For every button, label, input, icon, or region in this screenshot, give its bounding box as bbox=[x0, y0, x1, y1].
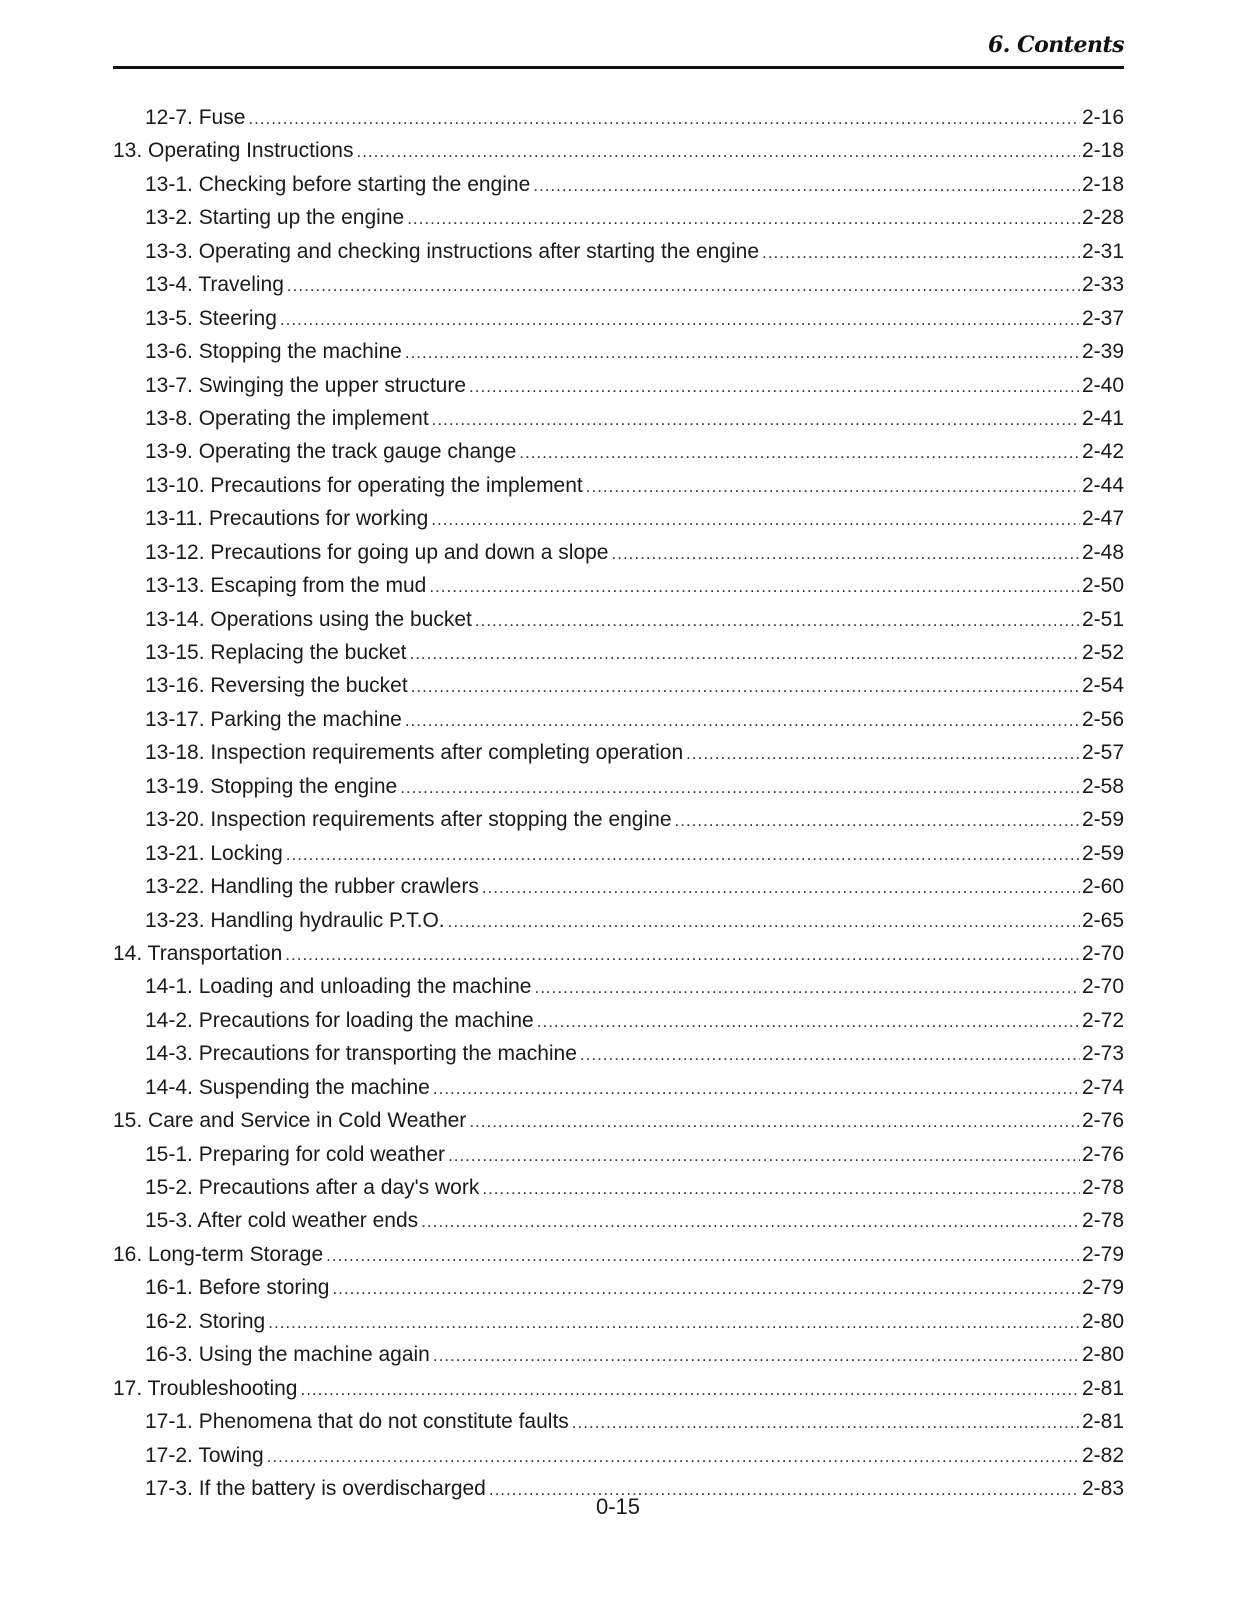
toc-entry-page: 2-18 bbox=[1081, 139, 1124, 163]
toc-entry-label: 14. Transportation bbox=[113, 941, 283, 965]
toc-entry-label: 13-21. Locking bbox=[145, 841, 283, 865]
toc-entry-page: 2-57 bbox=[1081, 741, 1124, 765]
toc-entry-label: 13-18. Inspection requirements after completing operation bbox=[145, 741, 684, 765]
toc-entry-page: 2-78 bbox=[1081, 1176, 1124, 1199]
toc-entry-page: 2-52 bbox=[1081, 641, 1124, 664]
dot-leader bbox=[267, 1440, 1080, 1473]
toc-entry-label: 14-1. Loading and unloading the machine bbox=[145, 975, 532, 999]
toc-entry[interactable] bbox=[113, 1238, 1124, 1271]
toc-entry-label: 13-17. Parking the machine bbox=[145, 707, 402, 731]
dot-leader bbox=[448, 1139, 1080, 1172]
toc-entry-page: 2-83 bbox=[1081, 1476, 1124, 1500]
toc-entry-label: 14-2. Precautions for loading the machine bbox=[145, 1008, 534, 1032]
toc-entry-page: 2-54 bbox=[1081, 674, 1124, 698]
toc-entry-label: 16. Long-term Storage bbox=[113, 1242, 324, 1266]
toc-entry-label: 13-23. Handling hydraulic P.T.O. bbox=[145, 908, 445, 932]
toc-entry[interactable] bbox=[113, 1071, 1124, 1104]
toc-entry-label: 15-2. Precautions after a day's work bbox=[145, 1176, 480, 1199]
toc-entry-label: 12-7. Fuse bbox=[145, 106, 246, 129]
toc-entry-page: 2-82 bbox=[1081, 1443, 1124, 1467]
toc-entry[interactable] bbox=[113, 101, 1124, 134]
toc-entry-label: 15-1. Preparing for cold weather bbox=[145, 1142, 445, 1166]
toc-entry[interactable] bbox=[113, 168, 1124, 201]
dot-leader bbox=[433, 1339, 1080, 1372]
toc-entry-label: 13-22. Handling the rubber crawlers bbox=[145, 875, 479, 899]
dot-leader bbox=[448, 905, 1080, 938]
toc-entry[interactable] bbox=[113, 770, 1124, 803]
toc-entry[interactable] bbox=[113, 1439, 1124, 1472]
toc-entry-label: 13-15. Replacing the bucket bbox=[145, 641, 407, 664]
dot-leader bbox=[469, 370, 1080, 403]
toc-entry[interactable] bbox=[113, 302, 1124, 335]
dot-leader bbox=[432, 403, 1080, 436]
toc-entry[interactable] bbox=[113, 837, 1124, 870]
toc-entry-page: 2-37 bbox=[1081, 306, 1124, 330]
toc-entry-page: 2-59 bbox=[1081, 808, 1124, 832]
dot-leader bbox=[248, 102, 1080, 135]
toc-entry-page: 2-70 bbox=[1081, 975, 1124, 999]
toc-entry-page: 2-42 bbox=[1081, 440, 1124, 464]
toc-entry[interactable] bbox=[113, 803, 1124, 836]
toc-entry-label: 17-2. Towing bbox=[145, 1443, 264, 1467]
toc-entry[interactable] bbox=[113, 970, 1124, 1003]
dot-leader bbox=[287, 269, 1080, 302]
toc-entry[interactable] bbox=[113, 669, 1124, 702]
toc-entry-page: 2-44 bbox=[1081, 473, 1124, 497]
toc-entry[interactable] bbox=[113, 536, 1124, 569]
dot-leader bbox=[431, 503, 1080, 536]
dot-leader bbox=[268, 1306, 1080, 1339]
dot-leader bbox=[482, 1172, 1080, 1205]
toc-entry-page: 2-31 bbox=[1081, 239, 1124, 263]
dot-leader bbox=[572, 1406, 1080, 1439]
toc-entry[interactable] bbox=[113, 569, 1124, 602]
dot-leader bbox=[762, 236, 1080, 269]
dot-leader bbox=[429, 570, 1080, 603]
toc-entry-label: 14-4. Suspending the machine bbox=[145, 1075, 430, 1099]
toc-entry[interactable] bbox=[113, 937, 1124, 970]
dot-leader bbox=[612, 537, 1080, 570]
toc-entry-page: 2-40 bbox=[1081, 373, 1124, 397]
dot-leader bbox=[285, 938, 1080, 971]
dot-leader bbox=[400, 771, 1080, 804]
dot-leader bbox=[475, 604, 1080, 637]
toc-entry-page: 2-76 bbox=[1081, 1109, 1124, 1133]
toc-entry[interactable] bbox=[113, 435, 1124, 468]
toc-entry-page: 2-72 bbox=[1081, 1008, 1124, 1032]
toc-entry-label: 13-4. Traveling bbox=[145, 273, 284, 297]
toc-entry[interactable] bbox=[113, 1305, 1124, 1338]
toc-entry[interactable] bbox=[113, 335, 1124, 368]
toc-entry[interactable] bbox=[113, 1372, 1124, 1405]
toc-entry[interactable] bbox=[113, 1405, 1124, 1438]
dot-leader bbox=[580, 1038, 1080, 1071]
toc-entry-page: 2-65 bbox=[1081, 908, 1124, 932]
toc-entry-page: 2-76 bbox=[1081, 1142, 1124, 1166]
toc-entry-label: 14-3. Precautions for transporting the machine bbox=[145, 1042, 577, 1066]
dot-leader bbox=[326, 1239, 1080, 1272]
toc-entry-page: 2-59 bbox=[1081, 841, 1124, 865]
dot-leader bbox=[356, 135, 1080, 168]
toc-entry[interactable] bbox=[113, 1138, 1124, 1171]
toc-entry[interactable] bbox=[113, 1338, 1124, 1371]
toc-entry[interactable] bbox=[113, 1271, 1124, 1304]
toc-entry[interactable] bbox=[113, 235, 1124, 268]
toc-entry-page: 2-70 bbox=[1081, 941, 1124, 965]
dot-leader bbox=[405, 704, 1080, 737]
dot-leader bbox=[410, 637, 1080, 670]
toc-entry-page: 2-56 bbox=[1081, 707, 1124, 731]
toc-entry-label: 15-3. After cold weather ends bbox=[145, 1209, 419, 1233]
toc-entry-label: 13-5. Steering bbox=[145, 306, 277, 330]
toc-entry-label: 13-12. Precautions for going up and down a slope bbox=[145, 540, 609, 564]
dot-leader bbox=[533, 169, 1080, 202]
toc-entry-page: 2-81 bbox=[1081, 1376, 1124, 1400]
toc-entry-page: 2-28 bbox=[1081, 206, 1124, 230]
toc-entry-page: 2-74 bbox=[1081, 1075, 1124, 1099]
toc-entry-label: 13-2. Starting up the engine bbox=[145, 206, 405, 230]
toc-entry[interactable] bbox=[113, 134, 1124, 167]
toc-entry-label: 13. Operating Instructions bbox=[113, 139, 354, 163]
toc-entry-page: 2-16 bbox=[1081, 106, 1124, 129]
toc-entry[interactable] bbox=[113, 502, 1124, 535]
dot-leader bbox=[482, 871, 1080, 904]
toc-entry[interactable] bbox=[113, 1171, 1124, 1204]
toc-entry-label: 15. Care and Service in Cold Weather bbox=[113, 1109, 467, 1133]
toc-entry-page: 2-33 bbox=[1081, 273, 1124, 297]
toc-entry-label: 13-16. Reversing the bucket bbox=[145, 674, 408, 698]
toc-entry[interactable] bbox=[113, 1037, 1124, 1070]
toc-entry-page: 2-58 bbox=[1081, 774, 1124, 798]
dot-leader bbox=[686, 737, 1080, 770]
dot-leader bbox=[407, 202, 1080, 235]
toc-entry-page: 2-18 bbox=[1081, 172, 1124, 196]
dot-leader bbox=[534, 971, 1079, 1004]
toc-entry-label: 13-14. Operations using the bucket bbox=[145, 607, 472, 631]
dot-leader bbox=[300, 1373, 1080, 1406]
toc-entry-label: 16-1. Before storing bbox=[145, 1276, 330, 1300]
toc-entry-page: 2-81 bbox=[1081, 1410, 1124, 1434]
toc-entry[interactable] bbox=[113, 870, 1124, 903]
toc-entry-page: 2-80 bbox=[1081, 1309, 1124, 1333]
toc-entry[interactable] bbox=[113, 1204, 1124, 1237]
toc-entry-label: 17-3. If the battery is overdischarged bbox=[145, 1476, 486, 1500]
toc-entry[interactable] bbox=[113, 1104, 1124, 1137]
toc-entry-page: 2-79 bbox=[1081, 1242, 1124, 1266]
toc-entry-page: 2-51 bbox=[1081, 607, 1124, 631]
toc-entry[interactable] bbox=[113, 703, 1124, 736]
toc-entry-label: 13-13. Escaping from the mud bbox=[145, 574, 427, 598]
toc-entry-label: 16-3. Using the machine again bbox=[145, 1343, 430, 1367]
toc-entry-label: 13-3. Operating and checking instructions after starting the engine bbox=[145, 239, 760, 263]
toc-entry-label: 17-1. Phenomena that do not constitute faults bbox=[145, 1410, 569, 1434]
toc-entry[interactable] bbox=[113, 904, 1124, 937]
toc-entry-label: 13-11. Precautions for working bbox=[145, 507, 429, 531]
toc-entry[interactable] bbox=[113, 469, 1124, 502]
dot-leader bbox=[421, 1205, 1080, 1238]
dot-leader bbox=[405, 336, 1080, 369]
dot-leader bbox=[411, 670, 1080, 703]
toc-entry-label: 13-6. Stopping the machine bbox=[145, 340, 402, 364]
toc-entry[interactable] bbox=[113, 201, 1124, 234]
toc-entry-label: 13-8. Operating the implement bbox=[145, 406, 429, 430]
toc-entry[interactable] bbox=[113, 402, 1124, 435]
dot-leader bbox=[286, 838, 1080, 871]
section-title: 6. Contents bbox=[987, 32, 1124, 58]
toc-entry[interactable] bbox=[113, 636, 1124, 669]
toc-entry-page: 2-48 bbox=[1081, 540, 1124, 564]
dot-leader bbox=[433, 1072, 1080, 1105]
toc-entry-page: 2-80 bbox=[1081, 1343, 1124, 1367]
toc-entry-label: 17. Troubleshooting bbox=[113, 1376, 298, 1400]
toc-entry-label: 13-10. Precautions for operating the implement bbox=[145, 473, 583, 497]
page-header bbox=[113, 30, 1124, 69]
dot-leader bbox=[537, 1005, 1080, 1038]
toc-entry[interactable] bbox=[113, 369, 1124, 402]
toc-entry-label: 13-1. Checking before starting the engine bbox=[145, 172, 531, 196]
dot-leader bbox=[332, 1272, 1080, 1305]
toc-entry-page: 2-79 bbox=[1081, 1276, 1124, 1300]
toc-entry-page: 2-41 bbox=[1081, 406, 1124, 430]
toc-entry-page: 2-73 bbox=[1081, 1042, 1124, 1066]
toc-entry[interactable] bbox=[113, 603, 1124, 636]
dot-leader bbox=[675, 804, 1080, 837]
toc-entry-label: 13-19. Stopping the engine bbox=[145, 774, 398, 798]
toc-entry-page: 2-60 bbox=[1081, 875, 1124, 899]
table-of-contents bbox=[113, 101, 1124, 1505]
dot-leader bbox=[586, 470, 1080, 503]
dot-leader bbox=[280, 303, 1080, 336]
dot-leader bbox=[519, 436, 1080, 469]
toc-entry-page: 2-50 bbox=[1081, 574, 1124, 598]
toc-entry-label: 16-2. Storing bbox=[145, 1309, 266, 1333]
toc-entry-label: 13-7. Swinging the upper structure bbox=[145, 373, 467, 397]
dot-leader bbox=[469, 1105, 1080, 1138]
toc-entry-page: 2-39 bbox=[1081, 340, 1124, 364]
page-number: 0-15 bbox=[595, 1494, 641, 1519]
toc-entry[interactable] bbox=[113, 736, 1124, 769]
toc-entry-label: 13-9. Operating the track gauge change bbox=[145, 440, 517, 464]
toc-entry-label: 13-20. Inspection requirements after stopping the engine bbox=[145, 808, 672, 832]
toc-entry-page: 2-47 bbox=[1081, 507, 1124, 531]
toc-entry[interactable] bbox=[113, 1004, 1124, 1037]
toc-entry-page: 2-78 bbox=[1081, 1209, 1124, 1233]
toc-entry[interactable] bbox=[113, 268, 1124, 301]
